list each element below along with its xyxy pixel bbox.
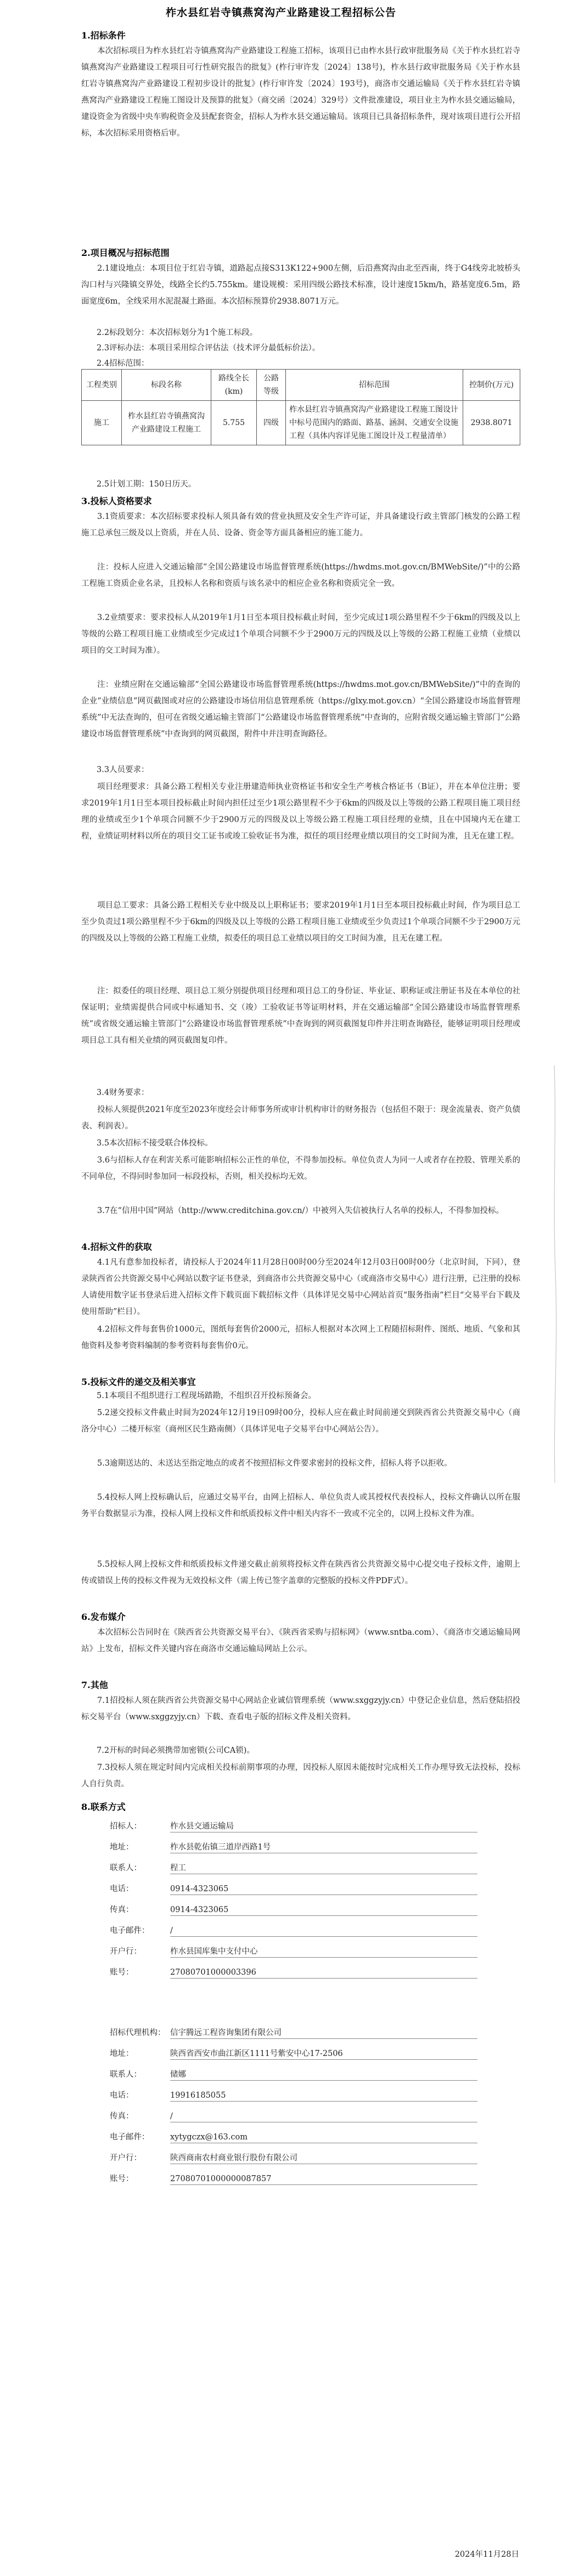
agent-contact-row xyxy=(110,2068,186,2080)
owner-fax-row xyxy=(110,1903,228,1915)
agent-email-row xyxy=(110,2131,248,2142)
section-6-body: 本次招标公告同时在《陕西省公共资源交易平台》、《陕西省采购与招标网》（www.sntba.com）、《商洛市交通运输局网站》上发布，招标文件关键内容在商洛市交通运输局网站上公示。 xyxy=(81,1628,520,1653)
table-header-grade: 公路等级 xyxy=(257,370,286,401)
scan-artifact-mark xyxy=(551,1065,559,1483)
owner-account-label: 账号： xyxy=(110,1968,134,1977)
owner-contact-label: 联系人： xyxy=(110,1864,142,1873)
owner-bank-label: 开户行： xyxy=(110,1947,142,1956)
section-7-1: 7.1招投标人须在陕西省公共资源交易中心网站企业诚信管理系统（www.sxggzyjy.cn）中登记企业信息，然后登陆招投标交易平台（www.sxggzyjy.cn）下载、查看电子版的招标文件及相关资料。 xyxy=(81,1696,520,1722)
table-cell-section-name: 柞水县红岩寺镇燕窝沟产业路建设工程施工 xyxy=(122,401,211,445)
owner-account-row xyxy=(110,1966,256,1977)
section-3-1: 3.1资质要求：本次招标要求投标人须具备有效的营业执照及安全生产许可证，并具备建设行政主管部门核发的公路工程施工总承包三级及以上资质，并在人员、设备、资金等方面具备相应的施工能力。 xyxy=(81,512,520,538)
section-4-2: 4.2招标文件每套售价1000元，图纸每套售价2000元，招标人根据对本次网上工程随招标附件、图纸、地质、气象和其他资料及参考资料编制的参考资料每套售价0元。 xyxy=(81,1325,520,1350)
agent-contact-label: 联系人： xyxy=(110,2070,142,2079)
section-heading-5: 5.投标文件的递交及相关事宜 xyxy=(81,1377,196,1387)
section-3-3-manager: 项目经理要求：具备公路工程相关专业注册建造师执业资格证书和安全生产考核合格证书（B证），并在本单位注册；要求2019年1月1日至本项目投标截止时间内担任过至少1项公路里程不少于6km的四级及以上等级的公路工程项目施工项目经理的业绩或至少1个单项合同额不少于2900万元的四级及以上等级公路工程施工项目经理的业绩，且在中国境内无在建工程，业绩证明材料以所在的项目交工证书或竣工验收证书为准，拟任的项目经理业绩以项目的交工时间为准，且无在建工程。 xyxy=(81,783,520,841)
section-3-5: 3.5本次招标不接受联合体投标。 xyxy=(97,1139,213,1148)
owner-phone-label: 电话： xyxy=(110,1885,134,1893)
agent-address-value: 陕西省西安市曲江新区1111号紫安中心17-2506 xyxy=(170,2049,343,2058)
section-heading-7: 7.其他 xyxy=(81,1680,108,1690)
section-3-2-note: 注：业绩应附在交通运输部“全国公路建设市场监督管理系统(https://hwdms.mot.gov.cn/BMWebSite/)”中的查询的企业“业绩信息”网页截图或对应的公路建设市场信用信息管理系统（https://glxy.mot.gov.cn）“全国公路建设市场监督管理系统”中无法查询的，但可在省级交通运输主管部门“公路建设市场监督管理系统”中查询的，应附省级交通运输主管部门“公路建设市场监督管理系统”中查询到的网页截图，附件中并注明查询路径。 xyxy=(81,680,520,739)
agent-bank-label: 开户行： xyxy=(110,2154,142,2163)
owner-contact-row xyxy=(110,1862,186,1873)
section-heading-2: 2.项目概况与招标范围 xyxy=(81,248,170,258)
owner-address-row xyxy=(110,1841,271,1852)
section-heading-6: 6.发布媒介 xyxy=(81,1612,126,1622)
agent-email-label: 电子邮件： xyxy=(110,2133,150,2142)
agent-name-row xyxy=(110,2026,282,2038)
owner-fax-label: 传真： xyxy=(110,1906,134,1914)
table-cell-control-price: 2938.8071 xyxy=(463,401,520,445)
agent-account-row xyxy=(110,2172,272,2184)
owner-name-value: 柞水县交通运输局 xyxy=(170,1822,234,1831)
agent-account-value: 27080701000000087857 xyxy=(170,2175,272,2183)
agent-fax-value: / xyxy=(170,2112,173,2121)
owner-address-value: 柞水县乾佑镇三道岸西路1号 xyxy=(170,1843,271,1852)
publish-date: 2024年11月28日 xyxy=(454,2550,519,2559)
owner-phone-value: 0914-4323065 xyxy=(170,1885,229,1893)
table-header-length: 路线全长(km) xyxy=(211,370,257,401)
table-header-category: 工程类别 xyxy=(82,370,122,401)
owner-account-value: 27080701000003396 xyxy=(170,1968,256,1977)
table-header-control-price: 控制价(万元) xyxy=(463,370,520,401)
section-2-3: 2.3评标办法：本项目采用综合评估法（技术评分最低标价法）。 xyxy=(97,344,321,353)
owner-name-row xyxy=(110,1820,234,1831)
agent-phone-label: 电话： xyxy=(110,2091,134,2100)
agent-fax-label: 传真： xyxy=(110,2112,134,2121)
agent-address-label: 地址： xyxy=(110,2049,134,2058)
section-3-6: 3.6与招标人存在利害关系可能影响招标公正性的单位，不得参加投标。单位负责人为同一人或者存在控股、管理关系的不同单位，不得同时参加同一标段投标，否则，相关投标均无效。 xyxy=(81,1156,520,1181)
section-2-4: 2.4招标范围： xyxy=(97,359,149,368)
agent-phone-value: 19916185055 xyxy=(170,2091,226,2100)
agent-name-label: 招标代理机构： xyxy=(110,2029,166,2037)
section-3-3: 3.3人员要求： xyxy=(97,765,149,774)
agent-phone-row xyxy=(110,2089,226,2100)
agent-name-value: 信宇腾远工程咨询集团有限公司 xyxy=(170,2029,282,2037)
scope-table xyxy=(81,369,520,445)
table-header-scope: 招标范围 xyxy=(286,370,463,401)
owner-name-label: 招标人： xyxy=(110,1822,142,1831)
section-1-body: 本次招标项目为柞水县红岩寺镇燕窝沟产业路建设工程施工招标，该项目已由柞水县行政审批服务局《关于柞水县红岩寺镇燕窝沟产业路建设工程项目可行性研究报告的批复》(柞行审许发〔2024〕138号)，柞水县行政审批服务局《关于柞水县红岩寺镇燕窝沟产业路建设工程初步设计的批复》(柞行审许发〔2024〕193号)，商洛市交通运输局《关于柞水县红岩寺镇燕窝沟产业路建设工程施工图设计及预算的批复》（商交函〔2024〕329号）文件批准建设，项目业主为柞水县交通运输局，建设资金为省级中央车购税资金及县配套资金，招标人为柞水县交通运输局。该项目已具备招标条件，现对该项目进行公开招标，本次招标采用资格后审。 xyxy=(81,47,520,138)
section-4-1: 4.1凡有意参加投标者，请投标人于2024年11月28日00时00分至2024年12月03日00时00分（北京时间，下同），登录陕西省公共资源交易中心网站以数字证书登录，到商洛市公共资源交易中心（或商洛市交易中心）进行注册，已注册的投标人请使用数字证书登录后进入招标文件下载页面下载招标文件（具体详见交易中心网站首页“服务指南”栏目“交易平台下载及使用帮助”栏目）。 xyxy=(81,1258,520,1316)
section-3-4-body: 投标人须提供2021年度至2023年度经会计师事务所或审计机构审计的财务报告（包括但不限于：现金流量表、资产负债表、利润表）。 xyxy=(81,1105,520,1131)
table-cell-scope: 柞水县红岩寺镇燕窝沟产业路建设工程施工图设计中标号范围内的路面、路基、涵洞、交通安全设施工程（具体内容详见施工图设计及工程量清单） xyxy=(286,401,463,445)
section-5-4: 5.4投标人网上投标确认后，应通过交易平台，由网上招标人、单位负责人或其授权代表投标人，投标文件确认以所在服务平台数据显示为准，投标人网上投标文件和纸质投标文件中相关内容不一致或不完全的，以网上投标文件为准。 xyxy=(81,1493,520,1518)
section-3-1-note: 注：投标人应进入交通运输部“全国公路建设市场监督管理系统(https://hwdms.mot.gov.cn/BMWebSite/)”中的公路工程施工资质企业名录，且投标人名称和资质与该名录中的相应企业名称和资质完全一致。 xyxy=(81,563,520,588)
agent-email-value: xytygczx@163.com xyxy=(170,2133,248,2142)
section-2-1: 2.1建设地点：本项目位于红岩寺镇，道路起点接S313K122+900左侧，后沿燕窝沟由北至西南，终于G4线旁北坡桥头沟口村与兴隆镇交界处，线路全长约5.755km。建设规模：采用四级公路技术标准，设计速度15km/h，路基宽度6.5m，路面宽度6m，全线采用水泥混凝土路面。本次招标预算价2938.8071万元。 xyxy=(81,264,520,306)
owner-contact-value: 程工 xyxy=(170,1864,186,1873)
section-3-4: 3.4财务要求： xyxy=(97,1088,149,1097)
section-7-2: 7.2开标的时间必须携带加密锁(公司CA锁)。 xyxy=(97,1746,255,1755)
section-3-3-chief: 项目总工要求：具备公路工程相关专业中级及以上职称证书；要求2019年1月1日至本项目投标截止时间，作为项目总工至少负责过1项公路里程不少于6km的四级及以上等级的公路工程项目施工业绩或至少负责过1个单项合同额不少于2900万元的四级及以上等级的公路工程施工业绩，拟委任的项目总工业绩以项目的交工时间为准，且无在建工程。 xyxy=(81,901,520,943)
section-heading-8: 8.联系方式 xyxy=(81,1802,126,1812)
table-header-section-name: 标段名称 xyxy=(122,370,211,401)
section-heading-4: 4.招标文件的获取 xyxy=(81,1242,152,1252)
page-title: 柞水县红岩寺镇燕窝沟产业路建设工程招标公告 xyxy=(165,7,396,19)
section-5-3: 5.3逾期送达的、未送达至指定地点的或者不按照招标文件要求密封的投标文件，招标人将予以拒收。 xyxy=(97,1459,452,1468)
owner-email-label: 电子邮件： xyxy=(110,1926,150,1935)
section-2-2: 2.2标段划分：本次招标划分为1个施工标段。 xyxy=(97,328,258,337)
owner-bank-value: 柞水县国库集中支付中心 xyxy=(170,1947,258,1956)
owner-address-label: 地址： xyxy=(110,1843,134,1852)
section-3-7: 3.7在“信用中国”网站（http://www.creditchina.gov.cn/）中被列入失信被执行人名单的投标人，不得参加投标。 xyxy=(97,1206,504,1215)
agent-bank-row xyxy=(110,2152,297,2163)
agent-bank-value: 陕西商南农村商业银行股份有限公司 xyxy=(170,2154,297,2163)
section-5-2: 5.2递交投标文件截止时间为2024年12月19日09时00分，投标人应在截止时间前递交到陕西省公共资源交易中心（商洛分中心）二楼开标室（商州区民生路南侧）（具体详见电子交易平台中心网站公告）。 xyxy=(81,1409,520,1434)
table-cell-grade: 四级 xyxy=(257,401,286,445)
section-heading-3: 3.投标人资格要求 xyxy=(81,496,152,506)
agent-address-row xyxy=(110,2047,343,2059)
owner-fax-value: 0914-4323065 xyxy=(170,1906,229,1914)
table-cell-length: 5.755 xyxy=(211,401,257,445)
agent-fax-row xyxy=(110,2110,173,2121)
owner-email-value: / xyxy=(170,1926,173,1935)
section-2-5: 2.5计划工期：150日历天。 xyxy=(97,480,196,489)
section-heading-1: 1.招标条件 xyxy=(81,30,126,41)
section-3-2: 3.2业绩要求：要求投标人从2019年1月1日至本项目投标截止时间，至少完成过1项公路里程不少于6km的四级及以上等级的公路工程项目施工业绩或至少完成过1个单项合同额不少于2900万元的四级及以上等级的公路工程施工业绩（业绩以项目的交工时间为准）。 xyxy=(81,613,520,655)
owner-bank-row xyxy=(110,1945,258,1957)
agent-account-label: 账号： xyxy=(110,2175,134,2183)
owner-email-row xyxy=(110,1924,173,1936)
section-5-5: 5.5投标人网上投标文件和纸质投标文件递交截止前须将投标文件在陕西省公共资源交易中心提交电子投标文件，逾期上传或错误上传的投标文件视为无效投标文件（需上传已签字盖章的完整版的投标文件PDF式）。 xyxy=(81,1560,520,1585)
table-row xyxy=(82,401,520,445)
section-5-1: 5.1本项目不组织进行工程现场踏勘，不组织召开投标预备会。 xyxy=(97,1392,317,1400)
table-cell-category: 施工 xyxy=(82,401,122,445)
scope-table-header-row xyxy=(82,370,520,401)
section-3-3-note: 注：拟委任的项目经理、项目总工须分别提供项目经理和项目总工的身份证、毕业证、职称证或注册证书及在本单位的社保证明；业绩需提供合同或中标通知书、交（竣）工验收证书等证明材料，并在交通运输部“全国公路建设市场监督管理系统”或省级交通运输主管部门“公路建设市场监督管理系统”中查询到的网页截图复印件并注明查询路径，能够证明项目经理或项目总工具有相关业绩的网页截图复印件。 xyxy=(81,987,520,1045)
owner-phone-row xyxy=(110,1882,228,1894)
agent-contact-value: 储娜 xyxy=(170,2070,186,2079)
section-7-3: 7.3投标人须在规定时间内完成相关投标前期事项的办理，因投标人原因未能按时完成相关工作办理导致无法投标，投标人自行负责。 xyxy=(81,1763,520,1789)
